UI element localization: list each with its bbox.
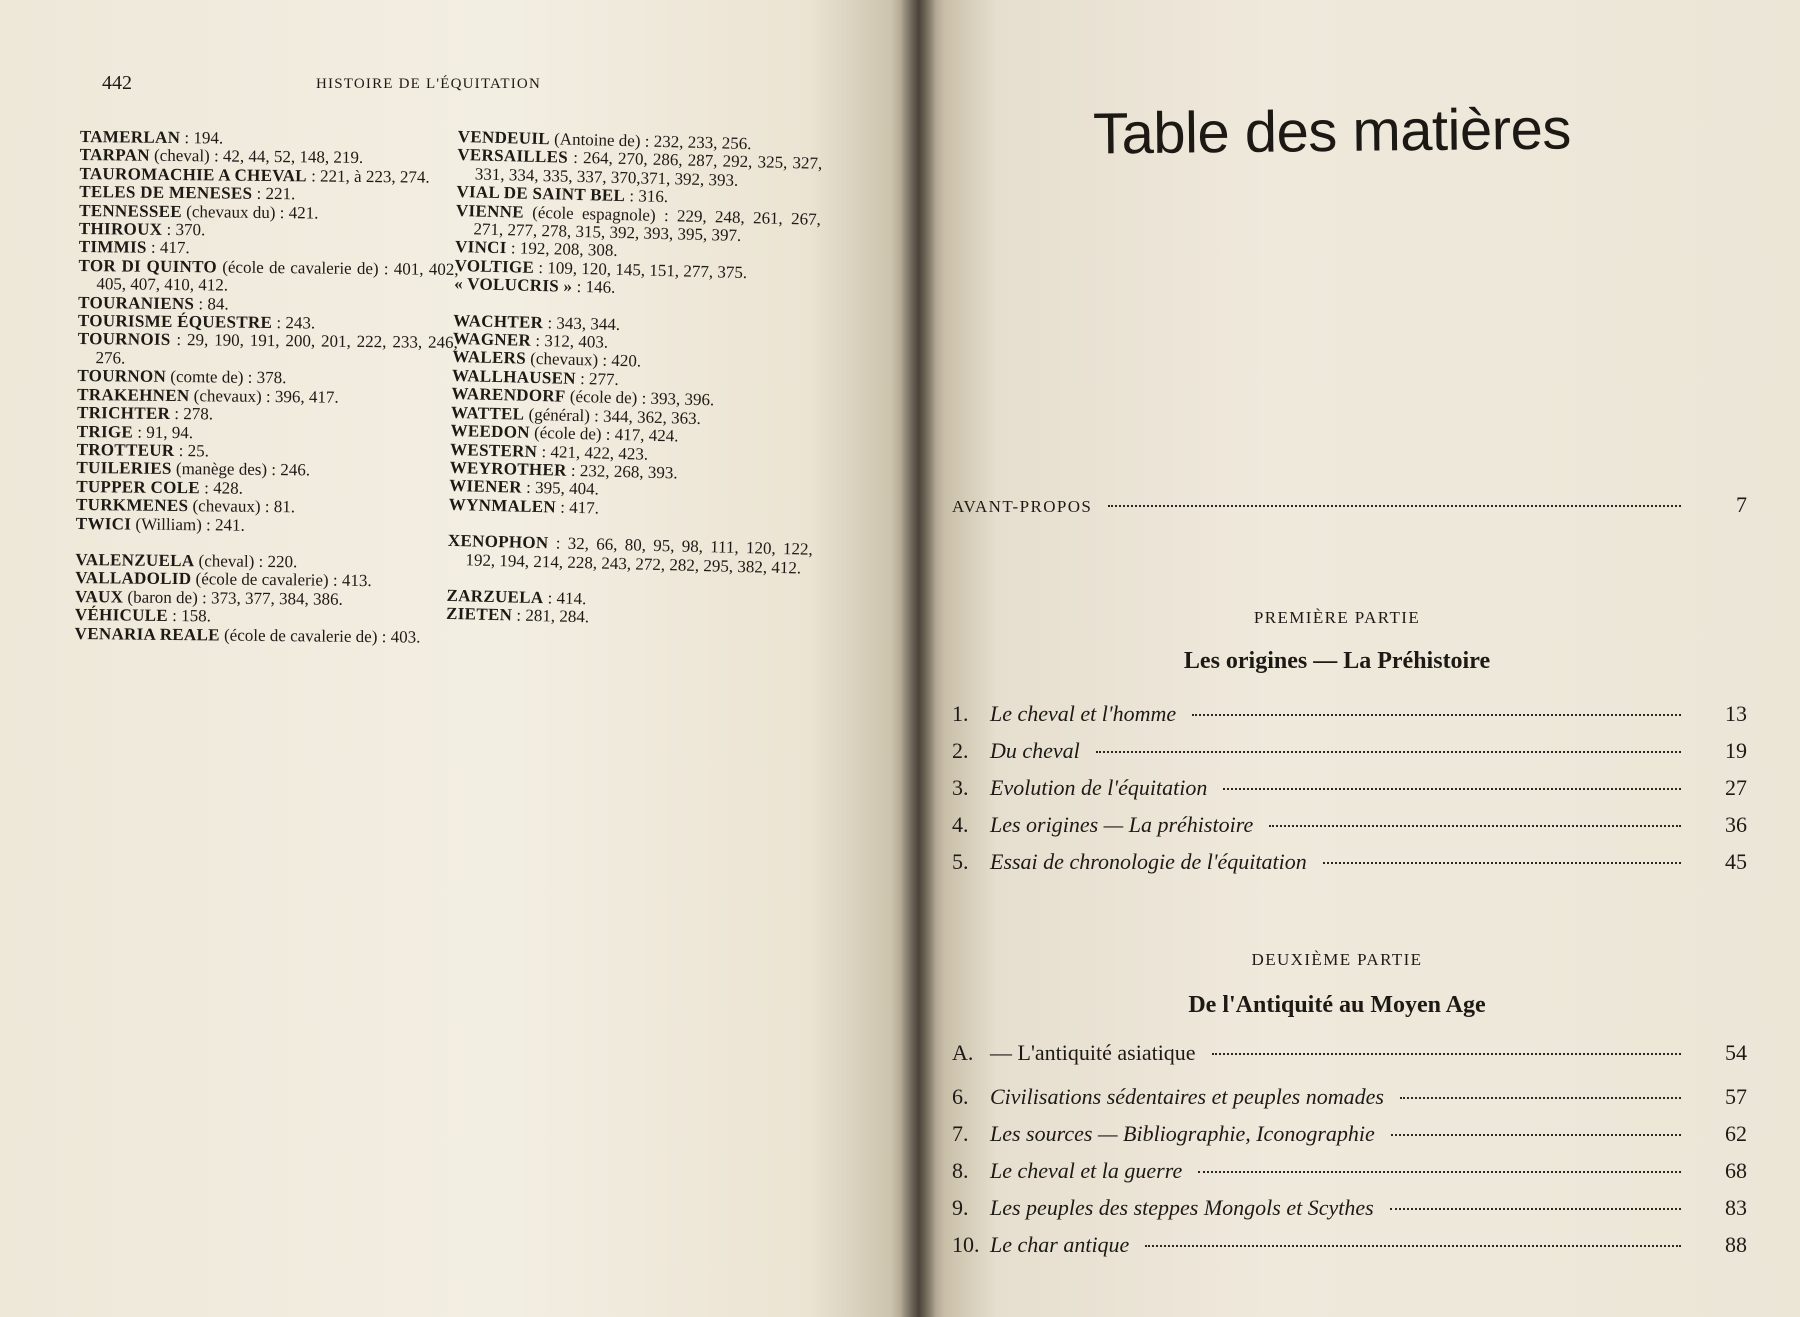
index-headword: VIENNE: [455, 200, 525, 222]
toc-entry-page: 27: [1725, 775, 1747, 800]
index-headword: VENARIA REALE: [74, 623, 220, 645]
index-references: (baron de) : 373, 377, 384, 386.: [123, 587, 343, 609]
book-gutter: [900, 0, 936, 1317]
index-headword: TENNESSEE: [79, 200, 183, 221]
index-headword: TUILERIES: [76, 458, 172, 479]
toc-entry-page: 13: [1725, 701, 1747, 726]
toc-entry: [952, 1117, 1747, 1154]
index-references: : 194.: [180, 128, 224, 148]
index-headword: TRICHTER: [76, 403, 171, 424]
index-headword: THIROUX: [78, 219, 163, 239]
index-headword: TOURNON: [77, 366, 167, 387]
toc-entry-number: 5.: [952, 849, 969, 874]
index-references: (école de) : 417, 424.: [529, 422, 679, 446]
index-headword: TWICI: [75, 513, 132, 534]
index-references: : 221.: [252, 184, 296, 204]
index-headword: TRAKEHNEN: [77, 384, 190, 405]
running-head: [102, 72, 602, 100]
index-column-right: [446, 128, 823, 633]
index-headword: WYNMALEN: [448, 494, 557, 517]
toc-entry-number: 9.: [952, 1195, 969, 1220]
toc-entry-page: 88: [1725, 1232, 1747, 1257]
part-two-label: DEUXIÈME PARTIE: [1251, 950, 1423, 969]
part-two-entries: [952, 1080, 1747, 1265]
index-headword: TIMMIS: [78, 237, 147, 258]
index-headword: VIAL DE SAINT BEL: [456, 182, 626, 206]
index-headword: VÉHICULE: [74, 605, 169, 626]
toc-entry: [952, 771, 1747, 808]
toc-entry-text: Civilisations sédentaires et peuples nomades: [990, 1084, 1384, 1109]
toc-entry-text: Le cheval et l'homme: [990, 701, 1177, 726]
index-headword: ZARZUELA: [446, 585, 544, 608]
index-column-left: [75, 128, 460, 647]
index-references: (chevaux du) : 421.: [181, 201, 319, 223]
index-references: (école de cavalerie de) : 403.: [219, 625, 421, 647]
toc-entry-number: 10.: [952, 1232, 980, 1257]
index-references: : 277.: [575, 368, 620, 389]
index-references: : 91, 94.: [133, 422, 194, 442]
index-references: : 312, 403.: [530, 330, 609, 352]
toc-entry-text: Evolution de l'équitation: [990, 775, 1208, 800]
index-references: (école espagnole) : 229, 248, 261, 267, 271, 277, 278, 315, 392, 393, 395, 397.: [473, 202, 822, 245]
toc-entry-text: Les origines — La préhistoire: [990, 812, 1254, 837]
toc-entry-number: A.: [952, 1040, 974, 1065]
leader-dots: [1269, 808, 1681, 827]
leader-dots: [1390, 1191, 1681, 1210]
index-references: (cheval) : 220.: [194, 551, 298, 572]
toc-entry: [952, 845, 1747, 882]
toc-entry-page: 19: [1725, 738, 1747, 763]
leader-dots: [1223, 771, 1681, 790]
index-headword: TURKMENES: [75, 495, 189, 516]
toc-entry-text: AVANT-PROPOS: [952, 497, 1093, 516]
toc-entry-page: 62: [1725, 1121, 1747, 1146]
index-references: : 395, 404.: [521, 477, 600, 499]
index-headword: TOURISME ÉQUESTRE: [77, 311, 273, 333]
leader-dots: [1391, 1117, 1681, 1136]
index-headword: WATTEL: [450, 402, 525, 424]
toc-entry: [952, 1080, 1747, 1117]
toc-entry: [952, 697, 1747, 734]
index-references: (William) : 241.: [131, 514, 245, 535]
index-references: (cheval) : 42, 44, 52, 148, 219.: [149, 146, 364, 168]
index-references: (école de cavalerie) : 413.: [191, 569, 372, 591]
index-headword: VERSAILLES: [457, 145, 569, 168]
index-references: : 32, 66, 80, 95, 98, 111, 120, 122, 192, 194, 214, 228, 243, 272, 282, 295, 382, 412.: [465, 533, 814, 578]
index-references: : 25.: [174, 440, 210, 461]
index-references: : 421, 422, 423.: [537, 441, 649, 464]
index-references: (chevaux) : 420.: [525, 349, 642, 372]
index-references: : 29, 190, 191, 200, 201, 222, 233, 246, 276.: [95, 330, 458, 368]
leader-dots: [1108, 488, 1681, 507]
leader-dots: [1192, 697, 1681, 716]
index-headword: ZIETEN: [445, 604, 513, 625]
index-references: : 84.: [194, 293, 229, 314]
index-references: (école de) : 393, 396.: [565, 386, 715, 410]
index-headword: WARENDORF: [451, 384, 566, 406]
index-references: : 146.: [572, 277, 616, 298]
part-one-label: PREMIÈRE PARTIE: [1253, 608, 1421, 627]
toc-entry-page: 45: [1725, 849, 1747, 874]
toc-entry-number: 7.: [952, 1121, 969, 1146]
index-references: : 192, 208, 308.: [506, 238, 618, 261]
toc-entry: [952, 1191, 1747, 1228]
toc-avant-propos: [952, 488, 1747, 525]
leader-dots: [1096, 734, 1681, 753]
index-headword: WIENER: [449, 476, 523, 497]
toc-entry: [952, 734, 1747, 771]
index-entry: [75, 625, 455, 647]
index-headword: TOURNOIS: [77, 329, 171, 350]
index-entry: [77, 330, 457, 371]
part-two-title: De l'Antiquité au Moyen Age: [1188, 992, 1486, 1018]
index-headword: TOR DI QUINTO: [78, 255, 218, 277]
index-entry: [78, 257, 458, 298]
index-headword: XENOPHON: [447, 531, 549, 553]
index-headword: VALENZUELA: [75, 549, 195, 571]
toc-entry-number: 8.: [952, 1158, 969, 1183]
toc-entry: [952, 1228, 1747, 1265]
index-references: (école de cavalerie de) : 401, 402, 405, 407, 410, 412.: [96, 257, 459, 295]
index-references: (chevaux) : 396, 417.: [189, 385, 339, 407]
toc-entry-number: 3.: [952, 775, 969, 800]
index-headword: TOURANIENS: [78, 292, 195, 313]
index-headword: WESTERN: [449, 439, 538, 461]
toc-entry-page: 68: [1725, 1158, 1747, 1183]
index-references: : 414.: [543, 588, 587, 609]
index-references: : 343, 344.: [542, 312, 621, 334]
toc-entry-text: — L'antiquité asiatique: [990, 1040, 1196, 1065]
index-references: (comte de) : 378.: [165, 367, 287, 388]
leader-dots: [1400, 1080, 1681, 1099]
index-headword: WAGNER: [452, 329, 532, 350]
index-references: : 428.: [199, 477, 244, 498]
index-headword: WALERS: [452, 347, 527, 369]
toc-entry: [952, 1036, 1747, 1073]
toc-entry-page: 57: [1725, 1084, 1747, 1109]
index-references: (général) : 344, 362, 363.: [524, 404, 702, 428]
toc-entry-page: 7: [1736, 492, 1747, 517]
index-headword: TRIGE: [76, 421, 134, 442]
index-references: : 370.: [162, 219, 206, 240]
index-references: : 417.: [146, 238, 190, 258]
index-headword: VOLTIGE: [454, 255, 535, 277]
page-number: 442: [102, 72, 132, 94]
index-references: (Antoine de) : 232, 233, 256.: [549, 129, 752, 154]
index-headword: TELES DE MENESES: [79, 182, 253, 204]
toc-entry: [952, 1154, 1747, 1191]
part-one-title: Les origines — La Préhistoire: [1183, 648, 1491, 674]
index-references: (chevaux) : 81.: [188, 496, 296, 517]
index-headword: TROTTEUR: [76, 439, 175, 460]
running-head-title: HISTOIRE DE L'ÉQUITATION: [316, 76, 541, 92]
toc-entry-text: Les peuples des steppes Mongols et Scythes: [990, 1195, 1374, 1220]
toc-entry-text: Du cheval: [990, 738, 1080, 763]
index-references: : 232, 268, 393.: [566, 460, 678, 483]
part-two-section: [952, 1036, 1747, 1073]
toc-entry-page: 36: [1725, 812, 1747, 837]
toc-entry-page: 54: [1725, 1040, 1747, 1065]
index-headword: TUPPER COLE: [76, 476, 201, 497]
index-headword: WALLHAUSEN: [451, 365, 577, 388]
toc-entry-text: Les sources — Bibliographie, Iconographie: [990, 1121, 1375, 1146]
index-references: : 158.: [167, 606, 212, 626]
leader-dots: [1145, 1228, 1681, 1247]
index-references: : 278.: [170, 404, 214, 424]
index-headword: TAMERLAN: [79, 127, 181, 148]
index-headword: TARPAN: [79, 145, 150, 166]
toc-entry-page: 83: [1725, 1195, 1747, 1220]
toc-entry-number: 4.: [952, 812, 969, 837]
leader-dots: [1198, 1154, 1681, 1173]
toc-title: Table des matières: [1092, 96, 1572, 167]
index-references: (manège des) : 246.: [171, 459, 311, 480]
toc-entry-number: 1.: [952, 701, 969, 726]
index-references: : 281, 284.: [511, 605, 590, 627]
index-references: : 417.: [555, 497, 600, 518]
index-references: : 316.: [624, 186, 669, 207]
toc-entry-text: Essai de chronologie de l'équitation: [990, 849, 1307, 874]
index-references: : 221, à 223, 274.: [306, 166, 430, 187]
index-references: : 264, 270, 286, 287, 292, 325, 327, 331, 334, 335, 337, 370,371, 392, 393.: [474, 148, 823, 190]
toc-entry: [952, 808, 1747, 845]
index-headword: TAUROMACHIE A CHEVAL: [79, 163, 307, 186]
toc-entry-text: Le cheval et la guerre: [990, 1158, 1183, 1183]
index-headword: WACHTER: [453, 310, 544, 332]
index-headword: VALLADOLID: [75, 568, 192, 589]
index-references: : 109, 120, 145, 151, 277, 375.: [533, 257, 748, 282]
leader-dots: [1212, 1036, 1681, 1055]
index-headword: WEYROTHER: [449, 457, 567, 480]
leader-dots: [1323, 845, 1681, 864]
index-headword: VENDEUIL: [457, 127, 551, 149]
toc-entry-number: 6.: [952, 1084, 969, 1109]
toc-entry-text: Le char antique: [990, 1232, 1130, 1257]
index-headword: « VOLUCRIS »: [453, 274, 573, 297]
index-headword: VINCI: [454, 237, 507, 258]
toc-entry-number: 2.: [952, 738, 969, 763]
part-one-entries: [952, 697, 1747, 882]
index-references: : 243.: [272, 313, 316, 333]
index-headword: VAUX: [74, 586, 124, 607]
index-headword: WEEDON: [450, 421, 531, 442]
